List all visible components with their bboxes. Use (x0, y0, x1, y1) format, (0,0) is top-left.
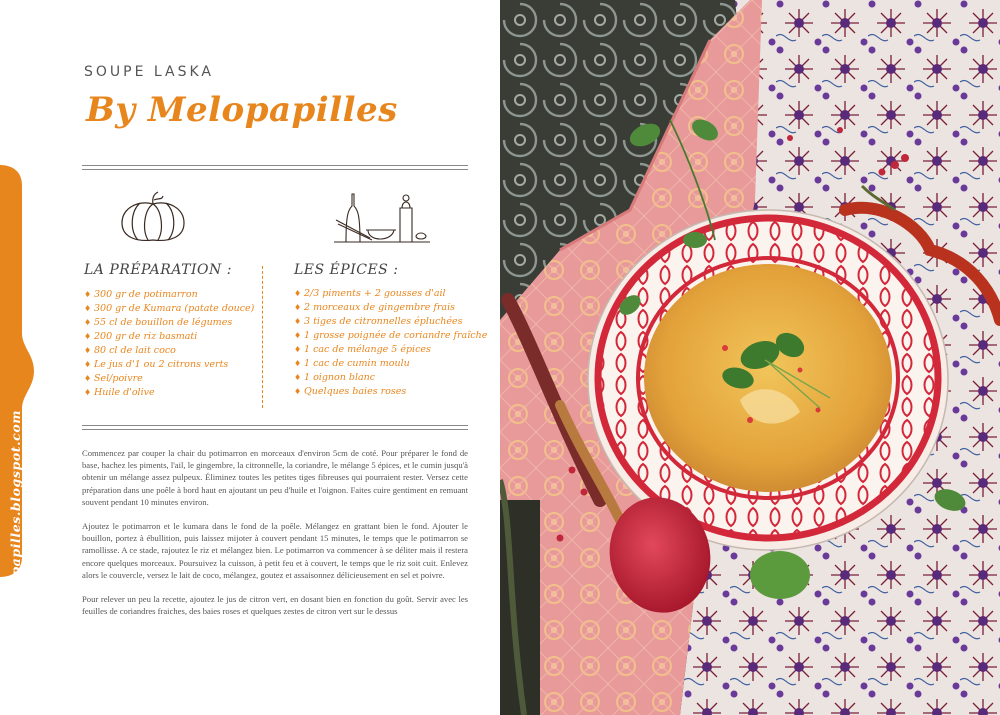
list-item: ♦ Sel/poivre (84, 373, 143, 384)
column-separator (262, 266, 263, 408)
instruction-paragraph: Pour relever un peu la recette, ajoutez le jus de citron vert, en dosant bien en fonction du goût. Servir avec les feuilles de coriandres fraiches, des baies roses et quelques zestes de citron vert sur le dessus (82, 594, 468, 617)
preparation-list (84, 288, 254, 400)
list-item: ♦ 2/3 piments + 2 gousses d'ail (294, 288, 446, 299)
list-item: ♦ Quelques baies roses (294, 386, 407, 397)
list-item: ♦ 55 cl de bouillon de légumes (84, 317, 233, 328)
spices-heading: LES ÉPICES : (294, 262, 399, 278)
preparation-heading: LA PRÉPARATION : (84, 262, 232, 278)
recipe-subtitle: SOUPE LASKA (84, 64, 214, 80)
list-item: ♦ 1 cac de cumin moulu (294, 358, 410, 369)
instruction-paragraph: Ajoutez le potimarron et le kumara dans le fond de la poêle. Mélangez en grattant bien le fond. Ajouter le bouillon, portez à ébullition, puis laissez mijoter à couvert pendant 15 minutes, le temps que le potimarron se ramollisse. A ce stade, rajoutez le riz et mélangez bien. Le potimarron va commencer à se déliter mais il restera encore quelques morceaux. Poursuivez la cuisson, à petit feu et à couvert, le temps que le riz soit cuit. Enlevez alors le couvercle, versez le lait de coco, mélangez, goutez et assaisonnez délicieusement en sel et poivre. (82, 521, 468, 580)
list-item: ♦ 300 gr de Kumara (patate douce) (84, 303, 255, 314)
divider-top (82, 165, 468, 166)
divider-top-2 (82, 169, 468, 170)
list-item: ♦ 200 gr de riz basmati (84, 331, 198, 342)
recipe-title: By Melopapilles (86, 90, 398, 130)
list-item: ♦ 3 tiges de citronnelles épluchées (294, 316, 463, 327)
recipe-instructions (82, 447, 468, 629)
list-item: ♦ 1 grosse poignée de coriandre fraîche (294, 330, 488, 341)
pumpkin-icon (118, 190, 188, 245)
list-item: ♦ Le jus d'1 ou 2 citrons verts (84, 359, 229, 370)
soup-photo (500, 0, 1000, 715)
instruction-paragraph: Commencez par couper la chair du potimarron en morceaux d'environ 5cm de coté. Pour préparer le fond de base, hachez les piments, l'ail, le gingembre, la citronnelle, la coriandre, le mélange 5 épices, et le cumin jusqu'à obtenir un mélange assez pulpeux. Éliminez toutes les petites tiges fibreuses qui pourraient rester. Versez cette préparation dans une poêle à bord haut en ajoutant un peu d'huile et l'oignon. Faites cuire gentiment en remuant souvent pendant 10 minutes environ. (82, 448, 468, 507)
list-item: ♦ 2 morceaux de gingembre frais (294, 302, 456, 313)
list-item: ♦ 80 cl de lait coco (84, 345, 176, 356)
list-item: ♦ Huile d'olive (84, 387, 155, 398)
list-item: ♦ 1 oignon blanc (294, 372, 376, 383)
side-tab (0, 165, 34, 651)
divider-bottom-2 (82, 429, 468, 430)
list-item: ♦ 300 gr de potimarron (84, 289, 198, 300)
divider-bottom (82, 425, 468, 426)
spices-list (294, 287, 487, 399)
list-item: ♦ 1 cac de mélange 5 épices (294, 344, 431, 355)
blog-url[interactable]: www.melopapilles.blogspot.com (8, 409, 23, 651)
spice-jars-icon (332, 190, 432, 248)
